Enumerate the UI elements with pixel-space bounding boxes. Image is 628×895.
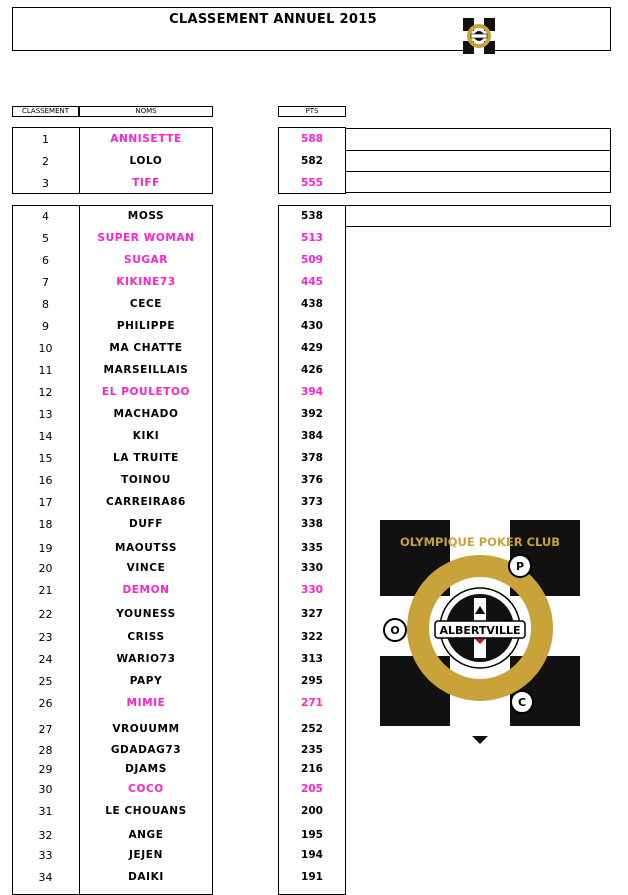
row-points: 330 [301, 584, 323, 596]
row-rank: 17 [38, 496, 53, 509]
title-box [12, 7, 611, 51]
row-points: 313 [301, 653, 323, 665]
row-points: 376 [301, 474, 323, 486]
row-rank: 18 [38, 518, 53, 531]
row-rank: 33 [38, 849, 53, 862]
row-rank: 16 [38, 474, 53, 487]
row-rank: 11 [38, 364, 53, 377]
row-points: 509 [301, 254, 323, 266]
row-points: 195 [301, 829, 323, 841]
row-rank: 29 [38, 763, 53, 776]
row-rank: 5 [42, 232, 49, 245]
row-name: EL POULETOO [101, 386, 191, 398]
row-points: 235 [301, 744, 323, 756]
row-name: WARIO73 [116, 653, 176, 665]
logo-letter-o: O [390, 624, 400, 637]
row-rank: 24 [38, 653, 53, 666]
row-rank: 19 [38, 542, 53, 555]
olympique-poker-club-logo [378, 518, 582, 746]
logo-club-name: OLYMPIQUE POKER CLUB [399, 535, 561, 549]
row-name: MOSS [127, 210, 165, 222]
row-name: MA CHATTE [109, 342, 183, 354]
row-name: KIKINE73 [116, 276, 176, 288]
row-name: ANNISETTE [110, 133, 182, 145]
row-points: 588 [301, 133, 323, 145]
row-points: 330 [301, 562, 323, 574]
row-points: 216 [301, 763, 323, 775]
header-name: NOMS [79, 106, 213, 117]
page-title: CLASSEMENT ANNUEL 2015 [169, 12, 377, 27]
row-rank: 2 [42, 155, 49, 168]
row-name: LE CHOUANS [105, 805, 187, 817]
row-points: 394 [301, 386, 323, 398]
row-name: VINCE [126, 562, 166, 574]
row-rank: 34 [38, 871, 53, 884]
row-name: YOUNESS [116, 608, 176, 620]
row-points: 335 [301, 542, 323, 554]
row-points: 191 [301, 871, 323, 883]
row-name: CECE [129, 298, 163, 310]
row-points: 555 [301, 177, 323, 189]
row-name: PAPY [129, 675, 163, 687]
row-name: MARSEILLAIS [103, 364, 189, 376]
logo-letter-c: C [517, 696, 527, 709]
row-points: 392 [301, 408, 323, 420]
row-name: CRISS [127, 631, 165, 643]
row-points: 322 [301, 631, 323, 643]
row-points: 513 [301, 232, 323, 244]
row-points: 430 [301, 320, 323, 332]
row-name: MIMIE [126, 697, 166, 709]
row-rank: 8 [42, 298, 49, 311]
row-rank: 14 [38, 430, 53, 443]
row-name: SUGAR [124, 254, 168, 266]
row-rank: 23 [38, 631, 53, 644]
row-name: TOINOU [121, 474, 171, 486]
header-rank: CLASSEMENT [12, 106, 79, 117]
row-points: 271 [301, 697, 323, 709]
podium-bar-2 [345, 150, 611, 172]
row-rank: 25 [38, 675, 53, 688]
row-name: ANGE [128, 829, 164, 841]
row-name: DJAMS [125, 763, 167, 775]
row-name: MACHADO [113, 408, 179, 420]
row-rank: 7 [42, 276, 49, 289]
row-points: 582 [301, 155, 323, 167]
logo-city: ALBERTVILLE [439, 624, 521, 637]
row-points: 327 [301, 608, 323, 620]
row-rank: 30 [38, 783, 53, 796]
row-name: LOLO [129, 155, 163, 167]
row-rank: 22 [38, 608, 53, 621]
row-rank: 4 [42, 210, 49, 223]
row-rank: 10 [38, 342, 53, 355]
row-points: 295 [301, 675, 323, 687]
row-name: DUFF [129, 518, 163, 530]
row-points: 378 [301, 452, 323, 464]
row-rank: 13 [38, 408, 53, 421]
row-points: 429 [301, 342, 323, 354]
row-points: 426 [301, 364, 323, 376]
row-points: 438 [301, 298, 323, 310]
row-rank: 28 [38, 744, 53, 757]
row-rank: 32 [38, 829, 53, 842]
row-rank: 6 [42, 254, 49, 267]
row-name: LA TRUITE [113, 452, 179, 464]
row-rank: 15 [38, 452, 53, 465]
row-name: KIKI [132, 430, 160, 442]
row-rank: 27 [38, 723, 53, 736]
row-rank: 9 [42, 320, 49, 333]
row-points: 373 [301, 496, 323, 508]
row-name: DAIKI [128, 871, 164, 883]
row-name: GDADAG73 [110, 744, 182, 756]
row-rank: 31 [38, 805, 53, 818]
row-rank: 3 [42, 177, 49, 190]
row-name: JEJEN [129, 849, 163, 861]
club-logo-small [462, 17, 496, 57]
row-rank: 1 [42, 133, 49, 146]
row-name: CARREIRA86 [106, 496, 186, 508]
row-rank: 21 [38, 584, 53, 597]
row-rank: 20 [38, 562, 53, 575]
row-name: TIFF [132, 177, 160, 189]
row-rank: 26 [38, 697, 53, 710]
row-name: PHILIPPE [116, 320, 176, 332]
row-rank: 12 [38, 386, 53, 399]
row-points: 384 [301, 430, 323, 442]
row-name: VROUUMM [112, 723, 180, 735]
row-points: 200 [301, 805, 323, 817]
podium-bar-1 [345, 128, 611, 151]
row-points: 252 [301, 723, 323, 735]
row-points: 338 [301, 518, 323, 530]
row-points: 194 [301, 849, 323, 861]
row-name: DEMON [122, 584, 170, 596]
row-name: MAOUTSS [114, 542, 178, 554]
row-name: SUPER WOMAN [97, 232, 195, 244]
row-points: 205 [301, 783, 323, 795]
row-points: 538 [301, 210, 323, 222]
logo-letter-p: P [515, 560, 525, 573]
row-points: 445 [301, 276, 323, 288]
fourth-place-bar [345, 205, 611, 227]
row-name: COCO [128, 783, 164, 795]
podium-bar-3 [345, 171, 611, 193]
header-points: PTS [278, 106, 346, 117]
